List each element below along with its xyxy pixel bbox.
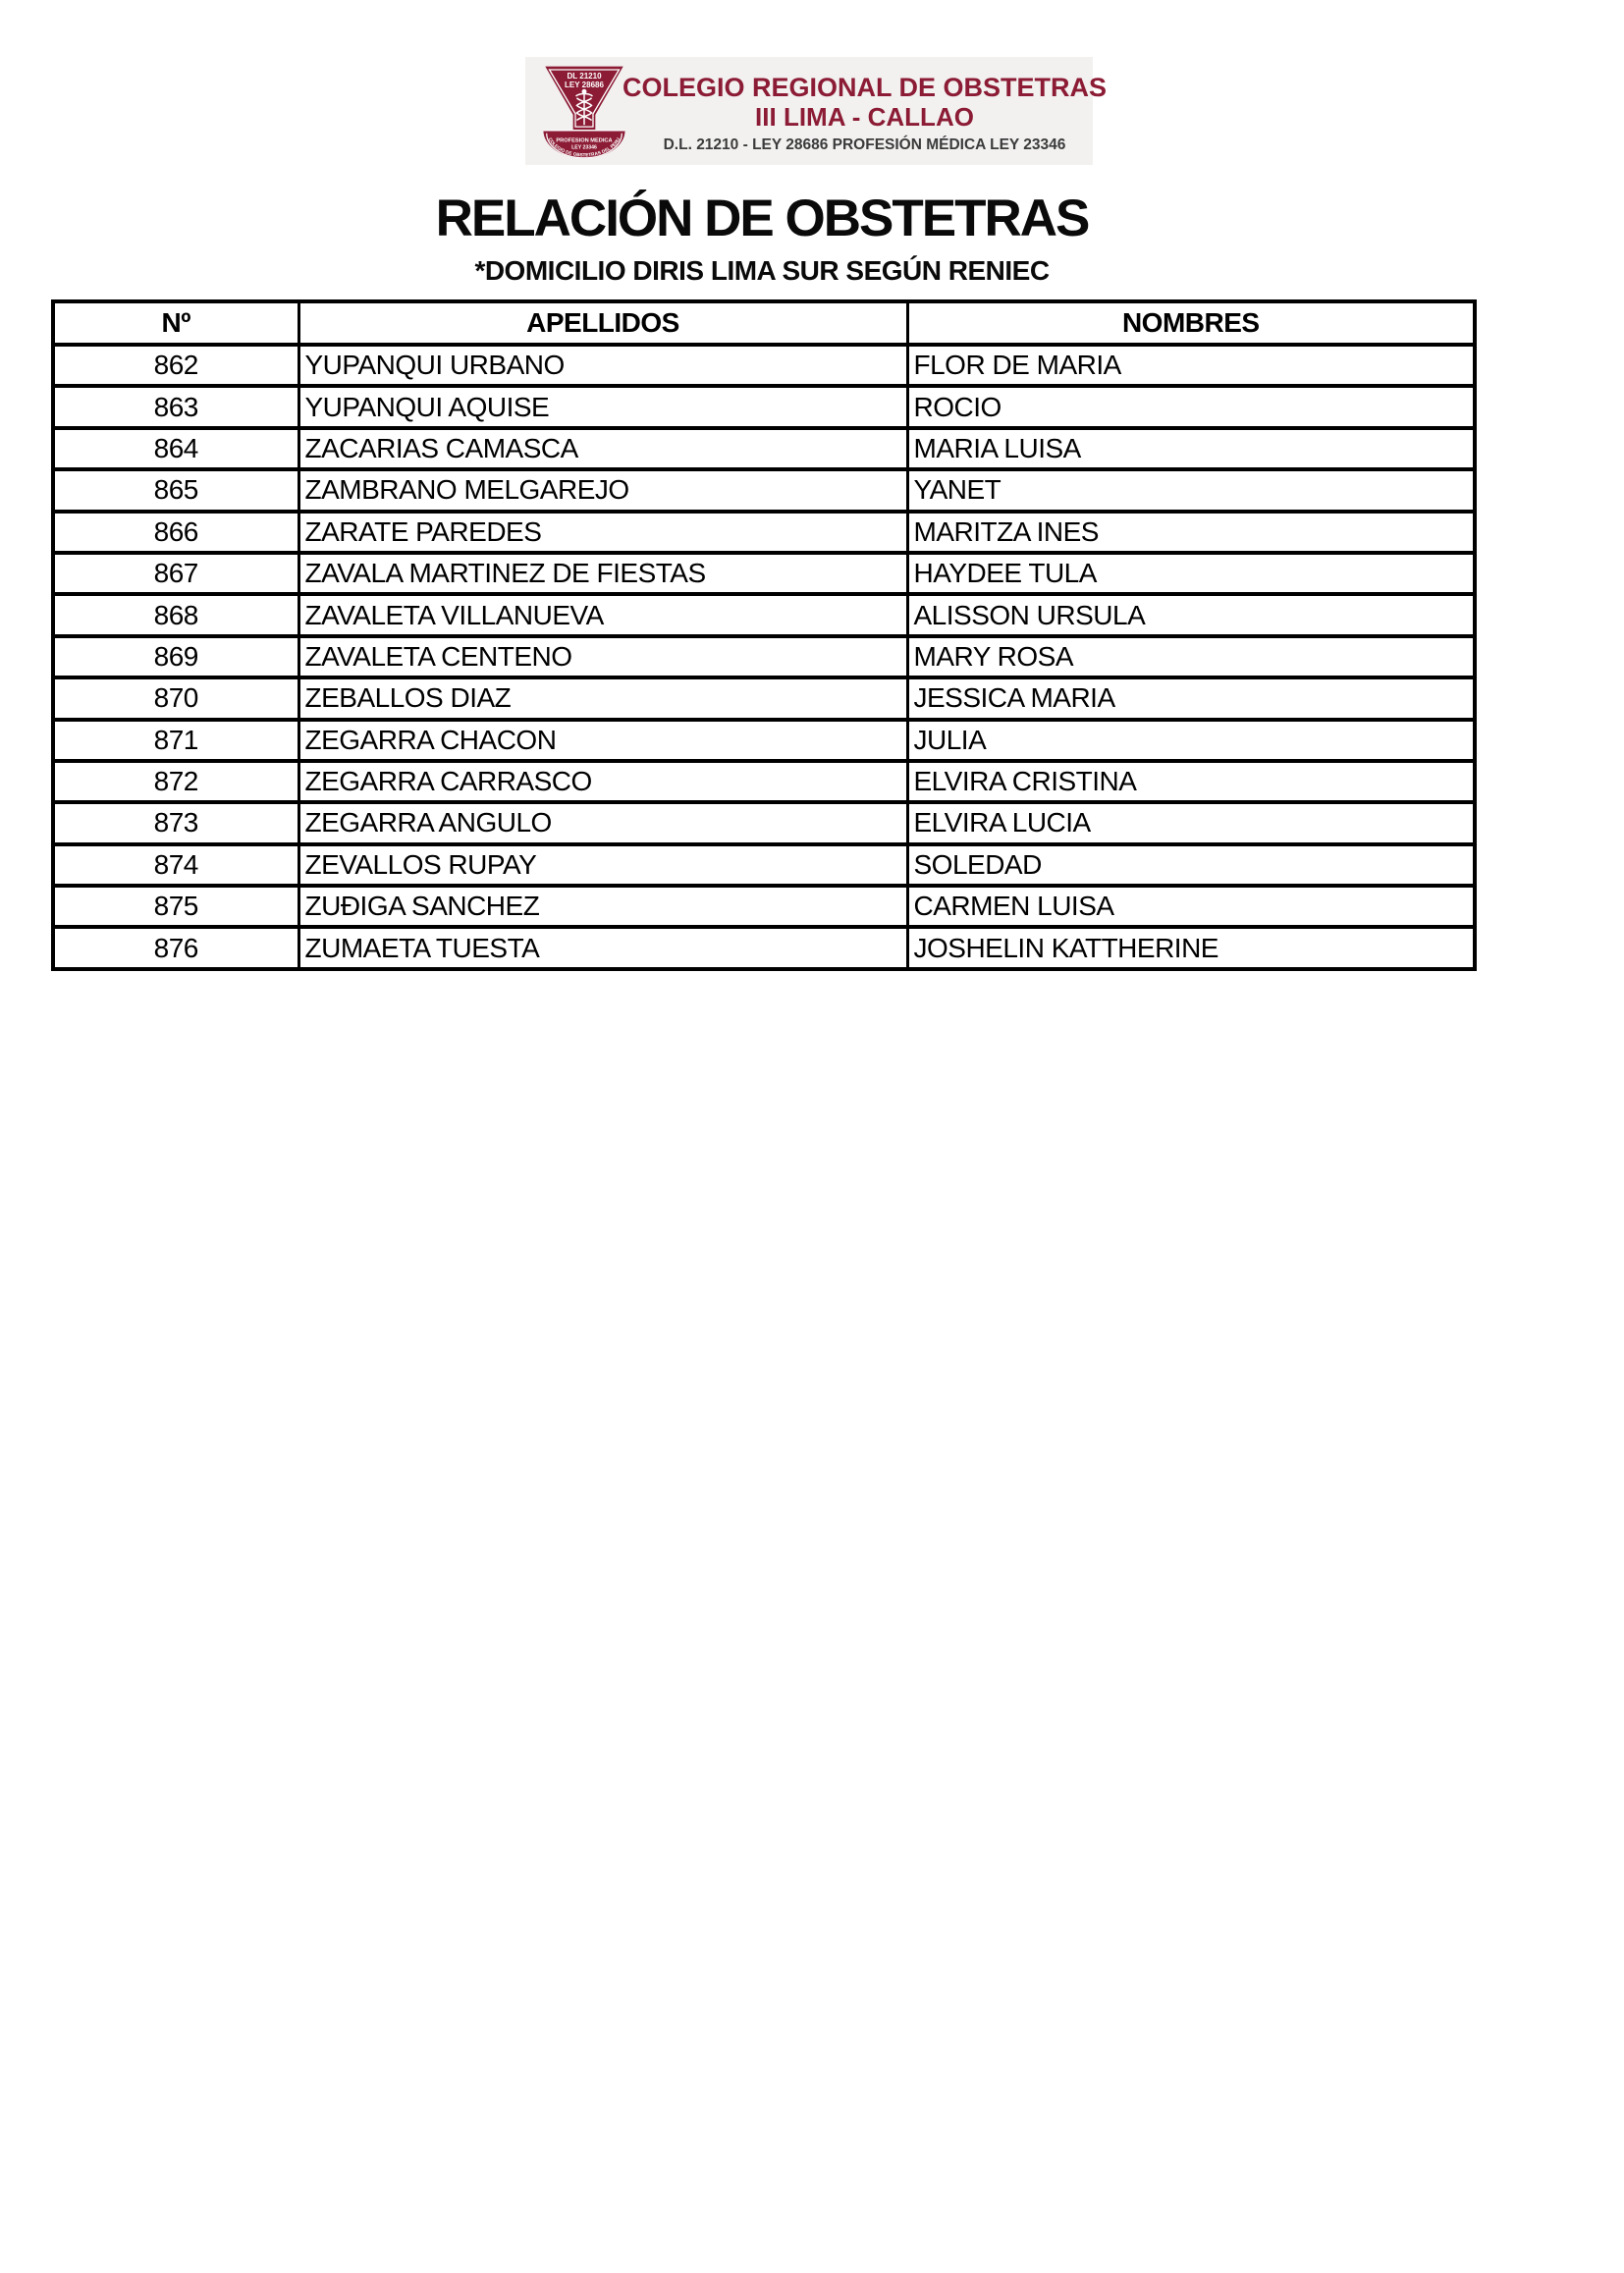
cell-numero: 870	[53, 677, 298, 719]
caduceus-icon	[575, 89, 592, 125]
logo-top-line2: LEY 28686	[565, 80, 604, 89]
column-header-apellidos: APELLIDOS	[298, 301, 907, 345]
page-subtitle: *DOMICILIO DIRIS LIMA SUR SEGÚN RENIEC	[474, 255, 1050, 286]
table-row	[53, 345, 1475, 386]
table-row	[53, 428, 1475, 469]
logo-bottom-line2: LEY 23346	[571, 144, 597, 151]
cell-numero: 862	[53, 345, 298, 386]
cell-apellidos: ZARATE PAREDES	[298, 512, 907, 553]
obstetras-table-header	[53, 301, 1475, 345]
cell-nombres: FLOR DE MARIA	[907, 345, 1475, 386]
table-row	[53, 720, 1475, 761]
cell-nombres: HAYDEE TULA	[907, 553, 1475, 594]
table-row	[53, 553, 1475, 594]
cell-numero: 869	[53, 636, 298, 677]
cell-nombres: CARMEN LUISA	[907, 886, 1475, 927]
cell-numero: 874	[53, 844, 298, 886]
table-row	[53, 802, 1475, 843]
cell-numero: 866	[53, 512, 298, 553]
obstetras-table-body	[53, 345, 1475, 969]
cell-nombres: ALISSON URSULA	[907, 594, 1475, 635]
cell-nombres: JOSHELIN KATTHERINE	[907, 927, 1475, 968]
cell-apellidos: ZEGARRA CHACON	[298, 720, 907, 761]
cell-numero: 867	[53, 553, 298, 594]
cell-nombres: MARIA LUISA	[907, 428, 1475, 469]
cell-numero: 876	[53, 927, 298, 968]
table-row	[53, 844, 1475, 886]
cell-numero: 873	[53, 802, 298, 843]
obstetras-table	[51, 299, 1477, 971]
institution-text-block	[622, 57, 1108, 165]
institution-banner	[525, 57, 1108, 165]
cell-apellidos: ZUÐIGA SANCHEZ	[298, 886, 907, 927]
cell-apellidos: ZAVALETA CENTENO	[298, 636, 907, 677]
table-row	[53, 886, 1475, 927]
cell-nombres: ROCIO	[907, 386, 1475, 427]
page-title: RELACIÓN DE OBSTETRAS	[435, 189, 1089, 247]
institution-law-line: D.L. 21210 - LEY 28686 PROFESIÓN MÉDICA LEY 23346	[663, 135, 1066, 153]
cell-numero: 875	[53, 886, 298, 927]
cell-nombres: ELVIRA LUCIA	[907, 802, 1475, 843]
logo-top-line1: DL 21210	[567, 71, 602, 81]
cell-apellidos: ZUMAETA TUESTA	[298, 927, 907, 968]
institution-name: COLEGIO REGIONAL DE OBSTETRAS	[622, 72, 1108, 102]
cell-apellidos: ZACARIAS CAMASCA	[298, 428, 907, 469]
table-row	[53, 927, 1475, 968]
cell-nombres: MARY ROSA	[907, 636, 1475, 677]
institution-region: III LIMA - CALLAO	[755, 101, 974, 132]
header-row	[53, 301, 1475, 345]
cell-apellidos: ZAVALETA VILLANUEVA	[298, 594, 907, 635]
cell-nombres: JESSICA MARIA	[907, 677, 1475, 719]
cell-apellidos: ZEVALLOS RUPAY	[298, 844, 907, 886]
cell-apellidos: ZEGARRA ANGULO	[298, 802, 907, 843]
column-header-nombres: NOMBRES	[907, 301, 1475, 345]
cell-nombres: ELVIRA CRISTINA	[907, 761, 1475, 802]
obstetras-college-logo-icon	[533, 61, 635, 163]
table-row	[53, 761, 1475, 802]
cell-nombres: MARITZA INES	[907, 512, 1475, 553]
cell-apellidos: ZAVALA MARTINEZ DE FIESTAS	[298, 553, 907, 594]
cell-nombres: JULIA	[907, 720, 1475, 761]
cell-apellidos: YUPANQUI AQUISE	[298, 386, 907, 427]
cell-numero: 872	[53, 761, 298, 802]
cell-apellidos: YUPANQUI URBANO	[298, 345, 907, 386]
cell-apellidos: ZAMBRANO MELGAREJO	[298, 469, 907, 511]
cell-numero: 871	[53, 720, 298, 761]
cell-apellidos: ZEGARRA CARRASCO	[298, 761, 907, 802]
cell-numero: 864	[53, 428, 298, 469]
cell-apellidos: ZEBALLOS DIAZ	[298, 677, 907, 719]
table-row	[53, 512, 1475, 553]
cell-numero: 868	[53, 594, 298, 635]
cell-nombres: SOLEDAD	[907, 844, 1475, 886]
cell-numero: 865	[53, 469, 298, 511]
table-row	[53, 677, 1475, 719]
table-row	[53, 594, 1475, 635]
table-row	[53, 469, 1475, 511]
cell-numero: 863	[53, 386, 298, 427]
column-header-numero: Nº	[53, 301, 298, 345]
logo-arc-text: COLEGIO DE OBSTETRAS DEL PERU	[546, 136, 623, 159]
logo-bottom-line1: PROFESION MEDICA	[556, 137, 613, 144]
table-row	[53, 386, 1475, 427]
cell-nombres: YANET	[907, 469, 1475, 511]
table-row	[53, 636, 1475, 677]
